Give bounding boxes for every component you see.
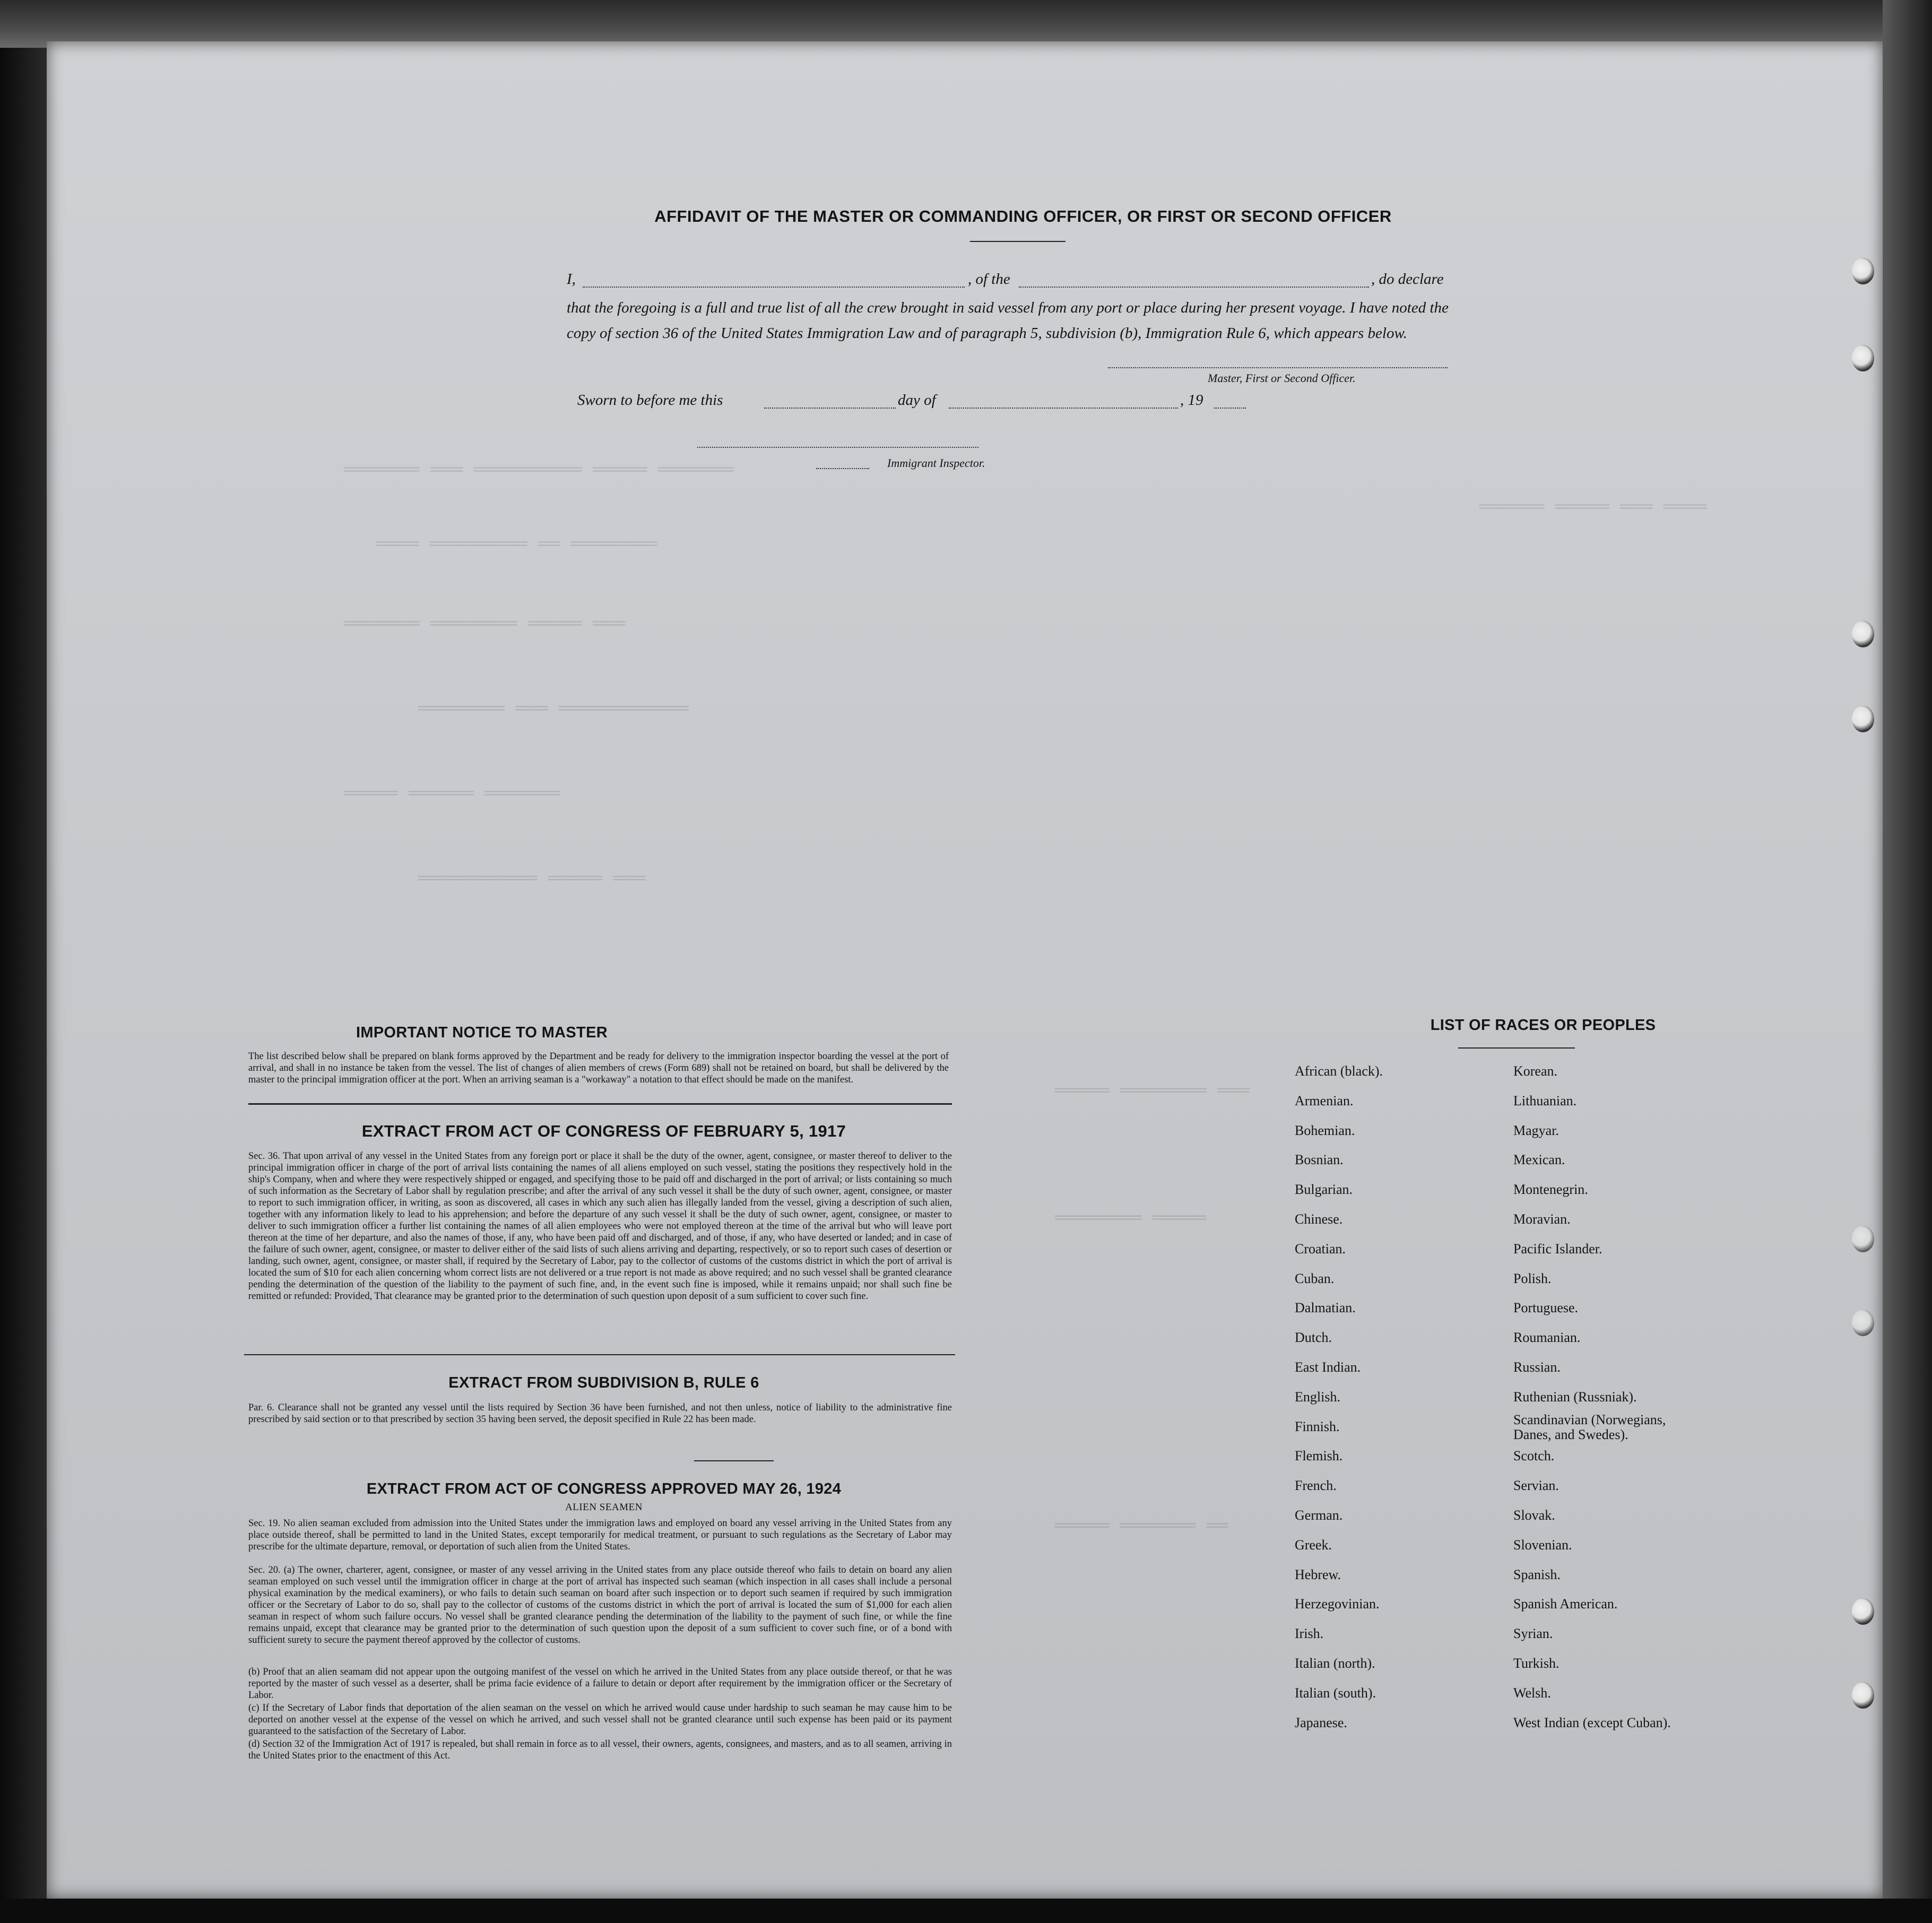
race-item: Turkish.	[1513, 1656, 1560, 1671]
races-title: LIST OF RACES OR PEOPLES	[1430, 1017, 1656, 1034]
race-item: Irish.	[1295, 1626, 1324, 1642]
extract-1924-sec20a: Sec. 20. (a) The owner, charterer, agent, consignee, or master of any vessel arriving in the United states from any place outside thereof who fails to detain on board any alien seaman employed on such vessel until the immigration officer in charge at the port of arrival has inspected such seaman (which inspection in all cases shall include a personal physical examination by the medical examiners), or who fails to detain such seaman on board after such inspection or to deport such seamen if required by such immigration officer or the Secretary of Labor to do so, shall pay to the collector of customs of the customs district in which the port of arrival is located the sum of $1,000 for each alien seaman in respect of whom such failure occurs. No vessel shall be granted clearance pending the determination of the liability to the payment of such fine, or while the fine remains unpaid, except that clearance may be granted prior to the determination of such question upon the deposit of a sum sufficient to cover such fine, or of a bond with sufficient surety to secure the payment thereof approved by the collector of customs.	[248, 1565, 952, 1645]
declaration-line-mid: , of the	[968, 271, 1010, 288]
extract-1924-title: EXTRACT FROM ACT OF CONGRESS APPROVED MAY 26, 1924	[366, 1480, 842, 1497]
race-item: Mexican.	[1513, 1152, 1565, 1168]
race-item: Polish.	[1513, 1270, 1552, 1286]
title-underline	[970, 241, 1065, 242]
subdivision-b-divider	[694, 1460, 774, 1461]
name-blank	[583, 287, 965, 288]
declaration-line-end: , do declare	[1371, 271, 1444, 288]
race-item: Servian.	[1513, 1478, 1559, 1494]
race-item: Syrian.	[1513, 1626, 1553, 1642]
declaration-line-start: I,	[567, 271, 576, 288]
extract-1924-sec20d: (d) Section 32 of the Immigration Act of 1917 is repealed, but shall remain in force as to all vessel, their owners, agents, consignees, and masters, and as to all seamen, arriving in the United States prior to the enactment of this Act.	[248, 1739, 952, 1761]
binder-hole	[1852, 1226, 1874, 1252]
race-item: Japanese.	[1295, 1714, 1347, 1730]
race-item: Russian.	[1513, 1359, 1561, 1375]
race-item: Pacific Islander.	[1513, 1241, 1602, 1257]
sworn-start: Sworn to before me this	[577, 392, 723, 409]
binder-hole	[1852, 1682, 1874, 1709]
race-item: Moravian.	[1513, 1211, 1571, 1227]
notice-text: The list described below shall be prepared on blank forms approved by the Department and be ready for delivery to the immigration inspector boarding the vessel at the port of arrival, and shall in no instance be taken from the vessel. The list of changes of alien members of crews (Form 689) shall not be retained on board, but shall be delivered by the master to the principal immigration officer at the port. When an arriving seaman is a "workaway" a notation to that effect should be made on the manifest.	[248, 1051, 949, 1085]
scan-bottom-edge	[0, 1899, 1932, 1923]
race-item: French.	[1295, 1478, 1337, 1494]
race-item: Korean.	[1513, 1063, 1558, 1079]
binder-hole	[1852, 258, 1874, 284]
extract-1924-sec19: Sec. 19. No alien seaman excluded from admission into the United States under the immigration laws and employed on board any vessel arriving in the United States from any place outside thereof, shall be permitted to land in the United States, except temporarily for medical treatment, or pursuant to such regulations as the Secretary of Labor may prescribe for the ultimate departure, removal, or deportation of such alien from the United States.	[248, 1518, 952, 1552]
race-item: Ruthenian (Russniak).	[1513, 1389, 1637, 1405]
race-item: Slovak.	[1513, 1508, 1555, 1523]
notice-divider	[248, 1103, 952, 1105]
extract-1924-sec20b: (b) Proof that an alien seamam did not appear upon the outgoing manifest of the vessel on which he arrived in the United States from any place outside thereof, or that he was reported by the master of such vessel as a deserter, shall be prima facie evidence of a failure to detain or deport after requirement by the immigration officer or the Secretary of Labor.	[248, 1667, 952, 1701]
race-item: Portuguese.	[1513, 1300, 1579, 1316]
extract-1924-subtitle: ALIEN SEAMEN	[565, 1502, 643, 1513]
binder-hole	[1852, 1598, 1874, 1625]
race-item: Bosnian.	[1295, 1152, 1344, 1168]
race-item: Italian (south).	[1295, 1685, 1376, 1701]
month-blank	[949, 408, 1178, 409]
race-item: Italian (north).	[1295, 1656, 1375, 1671]
binder-hole	[1852, 621, 1874, 647]
race-item: Scandinavian (Norwegians, Danes, and Swedes).	[1513, 1411, 1666, 1442]
scan-left-edge	[0, 0, 47, 1923]
race-item: East Indian.	[1295, 1359, 1361, 1375]
vessel-blank	[1019, 287, 1369, 288]
extract-1924-sec20c: (c) If the Secretary of Labor finds that deportation of the alien seaman on the vessel on which he arrived would cause under hardship to such seaman he may cause him to be deported on another vessel at the expense of the vessel on which he arrived, and such vessel shall not be granted clearance until such expense has been paid or its payment guaranteed to the satisfaction of the Secretary of Labor.	[248, 1703, 952, 1737]
binder-hole	[1852, 345, 1874, 371]
race-item: Greek.	[1295, 1537, 1332, 1553]
subdivision-b-title: EXTRACT FROM SUBDIVISION B, RULE 6	[448, 1374, 759, 1391]
race-item: Magyar.	[1513, 1122, 1559, 1138]
sworn-end: , 19	[1180, 392, 1203, 409]
race-item: Slovenian.	[1513, 1537, 1572, 1553]
extract-1917-title: EXTRACT FROM ACT OF CONGRESS OF FEBRUARY 5, 1917	[361, 1122, 846, 1140]
inspector-caption: Immigrant Inspector.	[887, 456, 985, 470]
signature-blank	[1108, 367, 1448, 368]
race-item: Lithuanian.	[1513, 1093, 1577, 1108]
inspector-blank	[697, 447, 978, 448]
race-item: African (black).	[1295, 1063, 1383, 1079]
scan-right-edge	[1883, 0, 1932, 1923]
scan-top-edge	[0, 0, 1932, 48]
race-item: Dalmatian.	[1295, 1300, 1356, 1316]
extract-1917-text: Sec. 36. That upon arrival of any vessel in the United States from any foreign port or place it shall be the duty of the owner, agent, consignee, or master thereof to deliver to the principal immigration officer in charge of the port of arrival lists containing the names of all aliens employed on such vessel, stating the positions they respectively hold in the ship's Company, when and where they were respectively shipped or engaged, and specifying those to be paid off and discharged in the port of arrival; or lists containing so much of such information as the Secretary of Labor shall by regulation prescribe; and after the arrival of any such vessel it shall be the duty of such owner, agent, consignee, or master to report to such immigration officer, in writing, as soon as discovered, all cases in which any such alien has illegally landed from the vessel, giving a description of such alien, together with any information likely to lead to his apprehension; and before the departure of any such vessel it shall be the duty of such owner, agent, consignee, or master to deliver to such immigration officer a further list containing the names of all alien employees who were not employed thereon at the time of the arrival but who will leave port thereon at the time of her departure, and also the names of those, if any, who have been paid off and discharged, and of those, if any, who have deserted or landed; and in case of the failure of such owner, agent, consignee, or master to deliver either of the said lists of such aliens arriving and departing, respectively, or so to report such cases of desertion or landing, such owner, agent, consignee, or master shall, if required by the Secretary of Labor, pay to the collector of customs of the customs district in which the port of arrival is located the sum of $10 for each alien concerning whom correct lists are not delivered or a true report is not made as above required; and no such vessel shall be granted clearance pending the determination of the question of the liability to the payment of such fine, and, in the event such fine is imposed, while it remains unpaid; nor shall such fine be remitted or refunded: Provided, That clearance may be granted prior to the determination of such question upon deposit of a sum sufficient to cover such fine.	[248, 1151, 952, 1302]
binder-hole	[1852, 706, 1874, 732]
subdivision-b-text: Par. 6. Clearance shall not be granted any vessel until the lists required by Section 36 have been furnished, and not then unless, notice of liability to the administrative fine prescribed by said section or to that prescribed by section 35 having been served, the deposit specified in Rule 22 has been made.	[248, 1402, 952, 1425]
race-item: Montenegrin.	[1513, 1182, 1588, 1198]
race-item: Chinese.	[1295, 1211, 1343, 1227]
race-item: Bohemian.	[1295, 1122, 1355, 1138]
inspector-blank-short	[816, 468, 869, 469]
notice-title: IMPORTANT NOTICE TO MASTER	[356, 1024, 608, 1041]
year-blank	[1214, 408, 1246, 409]
document-page: ═══════ ═══ ══════════ ═════ ═══════ ════ ═════════ ══ ════════ ═══════ ════════ ═════ ═══ ════════ ═══ ════════════ ═════ ══════ ═══════ ═══════════ ═════ ═══ ═════ ════════ ═══ ════════ ═════ ═════ ═══════ ══ ══════ ═════ ═══ ════ AFFIDAVIT OF THE MASTER OR COMMANDING OFFICER, OR FIRST OR SECOND OFFICER I, , of the , do declare that the foregoing is a full and true list of all the crew brought in said vessel from any port or place during her present voyage. I have noted the copy of section 36 of the United States Immigration Law and of paragraph 5, subdivision (b), Immigration Rule 6, which appears below. Master, First or Second Officer. Sworn to before me this day of , 19 Immigrant Inspector. IMPORTANT NOTICE TO MASTER The list described below shall be prepared on blank forms approved by the Department and be ready for delivery to the immigration inspector boarding the vessel at the port of arrival, and shall in no instance be taken from the vessel. The list of changes of alien members of crews (Form 689) shall not be retained on board, but shall be delivered by the master to the principal immigration officer at the port. When an arriving seaman is a "workaway" a notation to that effect should be made on the manifest. EXTRACT FROM ACT OF CONGRESS OF FEBRUARY 5, 1917 Sec. 36. That upon arrival of any vessel in the United States from any foreign port or place it shall be the duty of the owner, agent, consignee, or master thereof to deliver to the principal immigration officer in charge of the port of arrival lists containing the names of all aliens employed on such vessel, stating the positions they respectively hold in the ship's Company, when and where they were respectively shipped or engaged, and specifying those to be paid off and discharged in the port of arrival; or lists containing so much of such information as the Secretary of Labor shall by regulation prescribe; and after the arrival of any such vessel it shall be the duty of such owner, agent, consignee, or master to report to such immigration officer, in writing, as soon as discovered, all cases in which any such alien has illegally landed from the vessel, giving a description of such alien, together with any information likely to lead to his apprehension; and before the departure of any such vessel it shall be the duty of such owner, agent, consignee, or master to deliver to such immigration officer a further list containing the names of all alien employees who were not employed thereon at the time of the arrival but who will leave port thereon at the time of her departure, and also the names of those, if any, who have been paid off and discharged, and of those, if any, who have deserted or landed; and in case of the failure of such owner, agent, consignee, or master to deliver either of the said lists of such aliens arriving and departing, respectively, or so to report such cases of desertion or landing, such owner, agent, consignee, or master shall, if required by the Secretary of Labor, pay to the collector of customs of the customs district in which the port of arrival is located the sum of $10 for each alien concerning whom correct lists are not delivered or a true report is not made as above required; and no such vessel shall be granted clearance pending the determination of the question of the liability to the payment of such fine, and, in the event such fine is imposed, while it remains unpaid; nor shall such fine be remitted or refunded: Provided, That clearance may be granted prior to the determination of such question upon deposit of a sum sufficient to cover such fine. EXTRACT FROM SUBDIVISION B, RULE 6 Par. 6. Clearance shall not be granted any vessel until the lists required by Section 36 have been furnished, and not then unless, notice of liability to the administrative fine prescribed by said section or to that prescribed by section 35 having been served, the deposit specified in Rule 22 has been made. EXTRACT FROM ACT OF CONGRESS APPROVED MAY 26, 1924 ALIEN SEAMEN Sec. 19. No alien seaman excluded from admission into the United States under the immigration laws and employed on board any vessel arriving in the United States from any place outside thereof, shall be permitted to land in the United States, except temporarily for medical treatment, or pursuant to such regulations as the Secretary of Labor may prescribe for the ultimate departure, removal, or deportation of such alien from the United States. Sec. 20. (a) The owner, charterer, agent, consignee, or master of any vessel arriving in the United states from any place outside thereof who fails to detain on board any alien seaman employed on such vessel until the immigration officer in charge at the port of arrival has inspected such seaman (which inspection in all cases shall include a personal physical examination by the medical examiners), or who fails to detain such seaman on board after such inspection or to deport such seamen if required by such immigration officer or the Secretary of Labor to do so, shall pay to the collector of customs of the customs district in which the port of arrival is located the sum of $1,000 for each alien seaman in respect of whom such failure occurs. No vessel shall be granted clearance pending the determination of the liability to the payment of such fine, or while the fine remains unpaid, except that clearance may be granted prior to the determination of such question upon the deposit of a sum sufficient to cover such fine, or of a bond with sufficient surety to secure the payment thereof approved by the collector of customs. (b) Proof that an alien seamam did not appear upon the outgoing manifest of the vessel on which he arrived in the United States from any place outside thereof, or that he was reported by the master of such vessel as a deserter, shall be prima facie evidence of a failure to detain or deport after requirement by the immigration officer or the Secretary of Labor. (c) If the Secretary of Labor finds that deportation of the alien seaman on the vessel on which he arrived would cause under hardship to such seaman he may cause him to be deported on another vessel at the expense of the vessel on which he arrived, and such vessel shall not be granted clearance until such expense has been paid or its payment guaranteed to the satisfaction of the Secretary of Labor. (d) Section 32 of the Immigration Act of 1917 is repealed, but shall remain in force as to all vessel, their owners, agents, consignees, and masters, and as to all seamen, arriving in the United States prior to the enactment of this Act. LIST OF RACES OR PEOPLES African (black). Armenian. Bohemian. Bosnian. Bulgarian. Chinese. Croatian. Cuban. Dalmatian. Dutch. East Indian. English. Finnish. Flemish. French. German. Greek. Hebrew. Herzegovinian. Irish. Italian (north). Italian (south). Japanese. Korean. Lithuanian. Magyar. Mexican. Montenegrin. Moravian. Pacific Islander. Polish. Portuguese. Roumanian. Russian. Ruthenian (Russniak). Scandinavian (Norwegians, Danes, and Swedes). Scotch. Servian. Slovak. Slovenian. Spanish. Spanish American. Syrian. Turkish. Welsh. West Indian (except Cuban).	[47, 41, 1883, 1899]
race-item: German.	[1295, 1508, 1343, 1523]
day-blank	[764, 408, 896, 409]
race-item: Finnish.	[1295, 1418, 1340, 1434]
signature-caption: Master, First or Second Officer.	[1208, 371, 1356, 385]
race-item: Armenian.	[1295, 1093, 1354, 1108]
race-item: West Indian (except Cuban).	[1513, 1714, 1671, 1730]
race-item: Spanish American.	[1513, 1596, 1618, 1612]
race-item: Scotch.	[1513, 1448, 1555, 1464]
race-item: Bulgarian.	[1295, 1182, 1353, 1198]
extract-1917-divider	[244, 1354, 955, 1355]
race-item: Herzegovinian.	[1295, 1596, 1380, 1612]
races-title-underline	[1458, 1047, 1575, 1049]
race-item: Cuban.	[1295, 1270, 1335, 1286]
race-item: Roumanian.	[1513, 1330, 1581, 1346]
sworn-mid: day of	[898, 392, 936, 409]
race-item: Croatian.	[1295, 1241, 1346, 1257]
race-item: Spanish.	[1513, 1566, 1561, 1582]
race-item: Welsh.	[1513, 1685, 1551, 1701]
race-item: English.	[1295, 1389, 1340, 1405]
declaration-body: that the foregoing is a full and true list of all the crew brought in said vessel from any port or place during her present voyage. I have noted the copy of section 36 of the United States Immigration Law and of paragraph 5, subdivision (b), Immigration Rule 6, which appears below.	[567, 299, 1449, 342]
binder-hole	[1852, 1310, 1874, 1336]
race-item: Flemish.	[1295, 1448, 1343, 1464]
affidavit-title: AFFIDAVIT OF THE MASTER OR COMMANDING OFFICER, OR FIRST OR SECOND OFFICER	[654, 207, 1392, 226]
race-item: Dutch.	[1295, 1330, 1332, 1346]
race-item: Hebrew.	[1295, 1566, 1341, 1582]
